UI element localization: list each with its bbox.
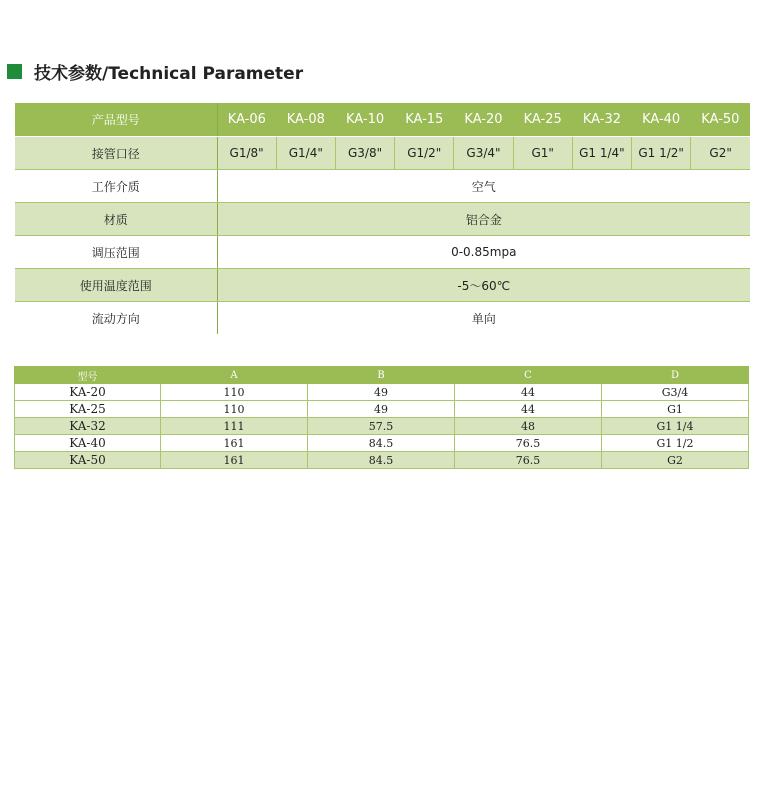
port-size-cell: G1/2" [395, 137, 454, 170]
table-cell: 76.5 [455, 452, 602, 469]
table-cell: G1 [602, 401, 749, 418]
model-header: KA-15 [395, 103, 454, 137]
table-cell: 49 [308, 401, 455, 418]
model-cell: KA-50 [15, 452, 161, 469]
row-label: 材质 [15, 203, 217, 236]
technical-parameter-table [15, 103, 750, 334]
port-size-cell: G1 1/2" [632, 137, 691, 170]
port-size-cell: G3/4" [454, 137, 513, 170]
model-header: KA-40 [632, 103, 691, 137]
model-header: KA-32 [572, 103, 631, 137]
port-size-cell: G2" [691, 137, 750, 170]
table-row [15, 401, 749, 418]
table-cell: 111 [161, 418, 308, 435]
port-size-cell: G1/4" [276, 137, 335, 170]
model-header: KA-20 [454, 103, 513, 137]
model-header: KA-50 [691, 103, 750, 137]
table-cell: 48 [455, 418, 602, 435]
model-header: KA-08 [276, 103, 335, 137]
model-cell: KA-25 [15, 401, 161, 418]
table-row [15, 203, 750, 236]
row-label: 工作介质 [15, 170, 217, 203]
port-size-cell: G1/8" [217, 137, 276, 170]
section-title [7, 59, 303, 83]
column-header: A [161, 367, 308, 384]
row-label: 流动方向 [15, 302, 217, 335]
table-cell: 110 [161, 401, 308, 418]
port-size-cell: G1" [513, 137, 572, 170]
dimension-table [14, 366, 749, 469]
table-cell: 161 [161, 435, 308, 452]
table-row [15, 418, 749, 435]
table-cell: 44 [455, 384, 602, 401]
table-cell: 161 [161, 452, 308, 469]
column-header: B [308, 367, 455, 384]
row-value: -5～60℃ [217, 269, 750, 302]
table-cell: G3/4 [602, 384, 749, 401]
table-cell: 76.5 [455, 435, 602, 452]
model-header: KA-06 [217, 103, 276, 137]
port-size-cell: G1 1/4" [572, 137, 631, 170]
table-cell: G1 1/4 [602, 418, 749, 435]
table-header-row [15, 103, 750, 137]
row-value: 空气 [217, 170, 750, 203]
row-value: 0-0.85mpa [217, 236, 750, 269]
table-cell: 49 [308, 384, 455, 401]
table-row [15, 137, 750, 170]
table-row [15, 384, 749, 401]
table-cell: G2 [602, 452, 749, 469]
row-label: 使用温度范围 [15, 269, 217, 302]
model-cell: KA-40 [15, 435, 161, 452]
column-header: C [455, 367, 602, 384]
table-cell: 84.5 [308, 435, 455, 452]
row-label: 调压范围 [15, 236, 217, 269]
table-row [15, 452, 749, 469]
table-row [15, 269, 750, 302]
table-row [15, 236, 750, 269]
column-header: 型号 [15, 367, 161, 384]
table-row [15, 302, 750, 335]
table-cell: 110 [161, 384, 308, 401]
table-cell: 57.5 [308, 418, 455, 435]
model-cell: KA-20 [15, 384, 161, 401]
model-header: KA-25 [513, 103, 572, 137]
header-label: 产品型号 [15, 103, 217, 137]
model-cell: KA-32 [15, 418, 161, 435]
model-header: KA-10 [335, 103, 394, 137]
table-cell: 84.5 [308, 452, 455, 469]
column-header: D [602, 367, 749, 384]
table-row [15, 435, 749, 452]
table-header-row [15, 367, 749, 384]
port-size-cell: G3/8" [335, 137, 394, 170]
row-value: 单向 [471, 311, 496, 326]
row-value: 铝合金 [217, 203, 750, 236]
table-cell: G1 1/2 [602, 435, 749, 452]
table-cell: 44 [455, 401, 602, 418]
page-title: 技术参数/Technical Parameter [34, 63, 304, 84]
title-marker-icon [7, 64, 22, 79]
table-row [15, 170, 750, 203]
row-label: 接管口径 [15, 137, 217, 170]
